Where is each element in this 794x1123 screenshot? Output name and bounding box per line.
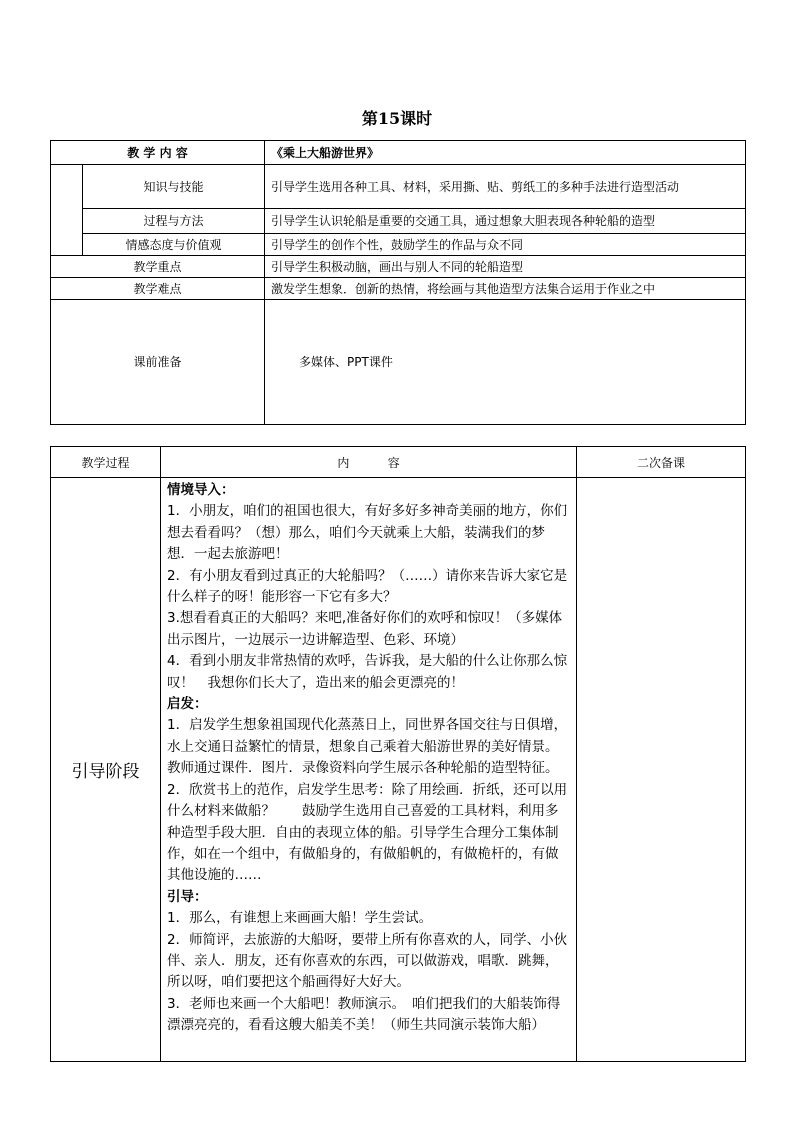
prep-label: 课前准备	[51, 300, 265, 425]
difficult-point-value: 激发学生想象．创新的热情，将绘画与其他造型方法集合运用于作业之中	[265, 278, 746, 300]
page-title: 第15课时	[361, 109, 433, 128]
prep-value: 多媒体、PPT课件	[265, 300, 746, 425]
key-point-label: 教学重点	[51, 256, 265, 278]
inspire-paragraph-1: 1．启发学生想象祖国现代化蒸蒸日上，同世界各国交往与日俱增，水上交通日益繁忙的情景，想象自己乘着大船游世界的美好情景。教师通过课件．图片．录像资料向学生展示各种轮船的造型特征。	[167, 717, 568, 777]
objectives-merged-cell	[51, 165, 83, 256]
objective-value-attitude: 引导学生的创作个性，鼓励学生的作品与众不同	[265, 234, 746, 256]
guide-paragraph-2: 2．师简评，去旅游的大船呀，要带上所有你喜欢的人，同学、小伙伴、亲人．朋友，还有你喜欢的东西，可以做游戏，唱歌．跳舞，所以呀，咱们要把这个船画得好大好大。	[167, 931, 568, 991]
difficult-point-label: 教学难点	[51, 278, 265, 300]
content-value: 《乘上大船游世界》	[265, 141, 746, 165]
intro-paragraph-3: 3.想看看真正的大船吗？来吧,准备好你们的欢呼和惊叹！（多媒体出示图片，一边展示一边讲解造型、色彩、环境）	[167, 610, 563, 648]
col-header-content: 内 容	[161, 447, 577, 478]
objective-value-process: 引导学生认识轮船是重要的交通工具，通过想象大胆表现各种轮船的造型	[265, 209, 746, 234]
col-header-notes: 二次备课	[577, 447, 746, 478]
key-point-value: 引导学生积极动脑，画出与别人不同的轮船造型	[265, 256, 746, 278]
intro-paragraph-4: 4．看到小朋友非常热情的欢呼，告诉我，是大船的什么让你那么惊叹！ 我想你们长大了，造出来的船会更漂亮的！	[167, 653, 568, 691]
stage-label: 引导阶段	[51, 478, 161, 1062]
content-label: 教 学 内 容	[51, 141, 265, 165]
intro-paragraph-2: 2．有小朋友看到过真正的大轮船吗？（……）请你来告诉大家它是什么样子的呀！能形容一下它有多大？	[167, 567, 568, 606]
lesson-info-table	[50, 140, 746, 425]
objective-label-process: 过程与方法	[83, 209, 265, 234]
objective-label-knowledge: 知识与技能	[83, 165, 265, 209]
intro-paragraph-1: 1．小朋友，咱们的祖国也很大，有好多好多神奇美丽的地方，你们想去看看吗？（想）那么，咱们今天就乘上大船，装满我们的梦想．一起去旅游吧！	[167, 503, 568, 563]
content-cell	[161, 478, 577, 1062]
section-title-inspire: 启发：	[167, 696, 208, 713]
objective-label-attitude: 情感态度与价值观	[83, 234, 265, 256]
teaching-process-table	[50, 446, 746, 1062]
inspire-paragraph-2: 2．欣赏书上的范作，启发学生思考：除了用绘画．折纸，还可以用什么材料来做船？ 鼓励学生选用自己喜爱的工具材料，利用多种造型手段大胆．自由的表现立体的船。引导学生合理分工集体制作，如在一个组中，有做船身的，有做船帆的，有做桅杆的，有做其他设施的……	[167, 781, 568, 884]
objective-value-knowledge: 引导学生选用各种工具、材料，采用撕、贴、剪纸工的多种手法进行造型活动	[265, 165, 746, 209]
section-title-guide: 引导：	[167, 888, 208, 905]
guide-paragraph-1: 1．那么，有谁想上来画画大船！学生尝试。	[167, 910, 433, 927]
guide-paragraph-3: 3．老师也来画一个大船吧！教师演示。 咱们把我们的大船装饰得漂漂亮亮的，看看这艘大船美不美！（师生共同演示装饰大船）	[167, 995, 561, 1034]
col-header-process: 教学过程	[51, 447, 161, 478]
section-title-intro: 情境导入：	[167, 482, 235, 498]
notes-cell	[577, 478, 746, 1062]
